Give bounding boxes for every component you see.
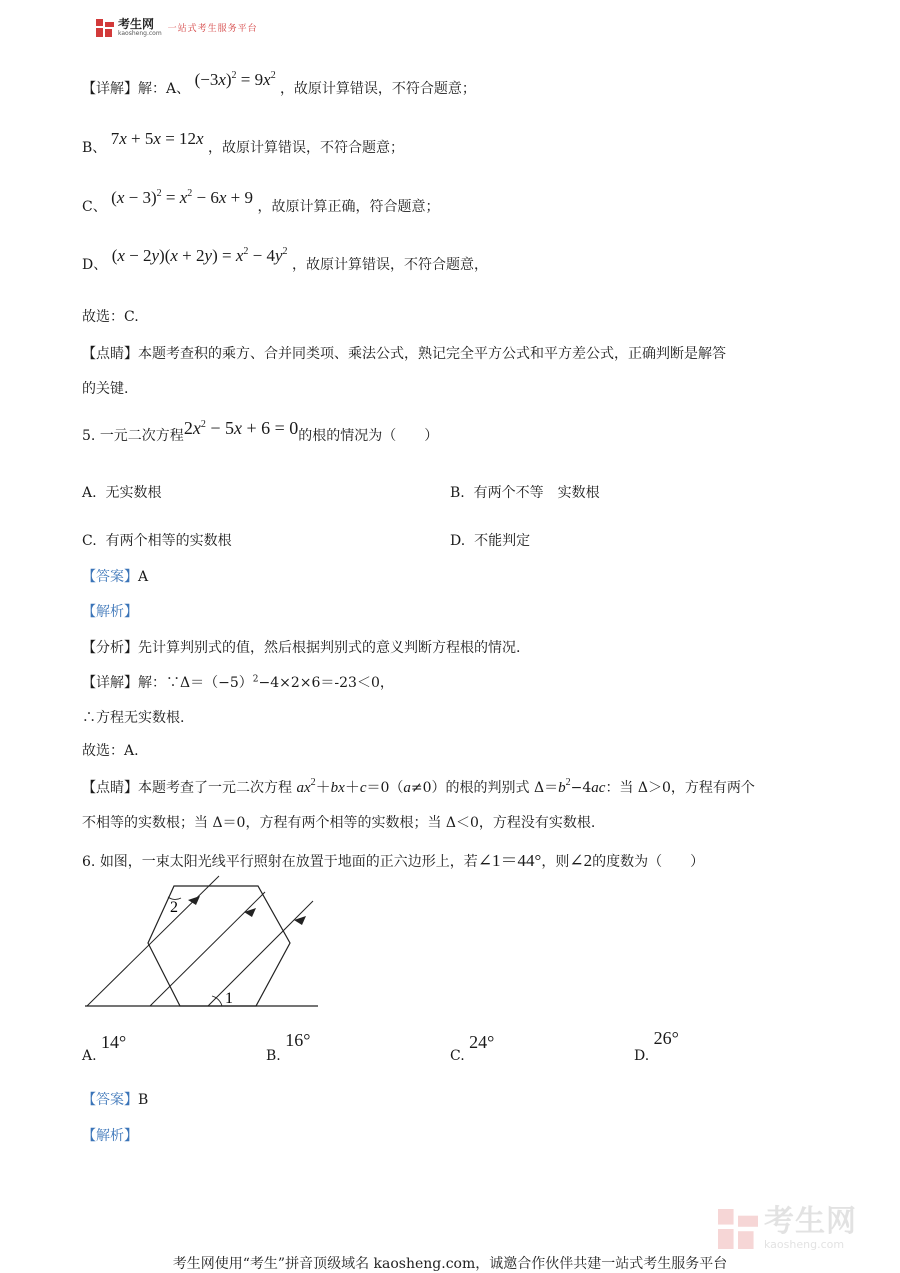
q6-option-value: 26°	[653, 1028, 679, 1048]
q5-equation: $2x^2 - 5x + 6 = 0$	[183, 418, 299, 438]
q4-line-a	[82, 70, 476, 98]
kaosheng-watermark	[718, 1204, 857, 1251]
q6-stem	[82, 846, 704, 871]
q4-d-prefix: D、	[82, 257, 108, 273]
q5-stem-before: 一元二次方程	[99, 428, 184, 444]
q6-answer	[82, 1089, 148, 1109]
q5-detail-text-1: 解：∵Δ＝（−5）	[138, 675, 253, 691]
sunlight-ray-1	[87, 876, 219, 1006]
q5-answer-value: A	[138, 569, 149, 585]
q5-option-letter: B.	[450, 485, 465, 501]
header-logo	[96, 18, 258, 37]
q6-angle-2: ∠2	[569, 851, 593, 870]
angle-2-label: 2	[170, 899, 178, 916]
q5-analysis-label: 【解析】	[82, 604, 138, 620]
q5-option-c[interactable]	[82, 530, 232, 550]
q5-stem-after: 的根的情况为（ ）	[298, 428, 439, 444]
q5-option-b[interactable]	[450, 482, 600, 502]
q5-option-d[interactable]	[450, 530, 530, 550]
q6-option-value: 24°	[469, 1032, 495, 1052]
kaosheng-watermark-icon	[718, 1209, 758, 1249]
q4-line-b	[82, 129, 405, 157]
q6-option-letter: B.	[266, 1048, 281, 1064]
q4-expr-b: 7x + 5x = 12x	[110, 129, 204, 148]
arrow-head-3	[294, 916, 306, 925]
q4-detail-label: 【详解】	[82, 81, 138, 97]
q6-answer-value: B	[138, 1092, 149, 1108]
angle-1-label: 1	[225, 990, 233, 1007]
q4-comment-line-1	[82, 343, 726, 363]
q5-comment-line-2: 不相等的实数根；当 Δ＝0，方程有两个相等的实数根；当 Δ＜0，方程没有实数根.	[82, 815, 596, 831]
q6-option-c[interactable]	[450, 1032, 495, 1064]
q5-comment-line-1: 【点睛】本题考查了一元二次方程 $ax^2+bx+c=0(a\ne 0)$的根的判别式 $\Delta=b^2-4ac$：当 Δ＞0，方程有两个	[82, 777, 755, 796]
q5-option-letter: A.	[82, 485, 97, 501]
q6-option-b[interactable]	[266, 1030, 311, 1064]
q5-number: 5.	[82, 428, 96, 444]
q4-expr-c: $(x - 3)^2 = x^2 - 6x + 9$	[111, 188, 254, 207]
watermark-domain: kaosheng.com	[764, 1238, 845, 1251]
q4-detail-prefix: 解：A、	[138, 81, 191, 97]
q6-analysis-label: 【解析】	[82, 1128, 138, 1144]
q5-answer	[82, 566, 148, 586]
q5-option-text: 有两个不等 实数根	[473, 485, 600, 501]
watermark-name: 考生网	[764, 1204, 857, 1239]
q5-option-a[interactable]	[82, 482, 161, 502]
q6-option-letter: D.	[634, 1048, 650, 1064]
q4-comment-text: 本题考查积的乘方、合并同类项、乘法公式，熟记完全平方公式和平方差公式，正确判断是解答	[138, 346, 726, 362]
q6-angle-1: ∠1＝44°	[477, 851, 542, 870]
q5-detail-sup: 2	[252, 674, 259, 685]
q5-option-text: 有两个相等的实数根	[105, 533, 232, 549]
hexagon-sunlight-figure	[80, 870, 325, 1010]
q5-fenxi-text: 先计算判别式的值，然后根据判别式的意义判断方程根的情况.	[138, 640, 521, 656]
q6-option-a[interactable]	[82, 1032, 127, 1064]
q5-detail-text-2: −4×2×6＝-23＜0，	[258, 675, 394, 691]
q5-option-letter: C.	[82, 533, 97, 549]
q4-comment-c: ，故原计算正确，符合题意；	[257, 199, 440, 215]
q5-answer-label: 【答案】	[82, 569, 138, 585]
q5-option-text: 无实数根	[105, 485, 162, 501]
q5-detail	[82, 672, 394, 692]
q4-expr-d: $(x - 2y)(x + 2y) = x^2 - 4y^2$	[111, 246, 288, 265]
q5-comment-label: 【点睛】	[82, 780, 138, 796]
sunlight-ray-3	[208, 901, 313, 1006]
q5-detail-label: 【详解】	[82, 675, 138, 691]
q4-comment-label: 【点睛】	[82, 346, 138, 362]
q5-fenxi-label: 【分析】	[82, 640, 138, 656]
arrow-head-1	[188, 896, 200, 905]
q6-option-d[interactable]	[634, 1028, 679, 1064]
q6-stem-before: 如图，一束太阳光线平行照射在放置于地面的正六边形上，若	[99, 854, 478, 870]
logo-name: 考生网	[118, 17, 155, 31]
arrow-head-2	[244, 908, 256, 917]
sunlight-ray-2	[150, 892, 265, 1006]
q4-line-d	[82, 246, 488, 274]
q5-therefore: ∴方程无实数根.	[82, 710, 185, 726]
q6-option-value: 14°	[101, 1032, 127, 1052]
q4-c-prefix: C、	[82, 199, 107, 215]
q5-option-letter: D.	[450, 533, 466, 549]
header-slogan: 一站式考生服务平台	[167, 24, 258, 34]
q4-expr-a: $(-3x)^2 = 9x^2$	[194, 70, 276, 89]
q4-comment-line-2: 的关键.	[82, 381, 129, 397]
q4-comment-d: ，故原计算错误，不符合题意，	[291, 257, 488, 273]
q4-b-prefix: B、	[82, 140, 107, 156]
q6-option-letter: A.	[82, 1048, 97, 1064]
q5-conclusion: 故选：A.	[82, 743, 139, 759]
logo-domain: kaosheng.com	[118, 30, 162, 37]
q5-option-text: 不能判定	[474, 533, 531, 549]
q5-stem	[82, 418, 439, 445]
q6-option-letter: C.	[450, 1048, 465, 1064]
q4-line-c	[82, 188, 440, 216]
q6-answer-label: 【答案】	[82, 1092, 138, 1108]
kaosheng-logo-icon	[96, 19, 114, 37]
q6-stem-after: 的度数为（ ）	[592, 854, 705, 870]
q4-comment-b: ，故原计算错误，不符合题意；	[208, 140, 405, 156]
page-footer: 考生网使用“考生”拼音顶级域名 kaosheng.com，诚邀合作伙伴共建一站式考生服务平台	[172, 1256, 728, 1272]
q5-fenxi	[82, 637, 520, 657]
q6-number: 6.	[82, 854, 96, 870]
q4-comment-a: ，故原计算错误，不符合题意；	[279, 81, 476, 97]
q6-stem-mid: ，则	[541, 854, 570, 870]
q6-option-value: 16°	[285, 1030, 311, 1050]
q4-conclusion: 故选：C.	[82, 309, 139, 325]
